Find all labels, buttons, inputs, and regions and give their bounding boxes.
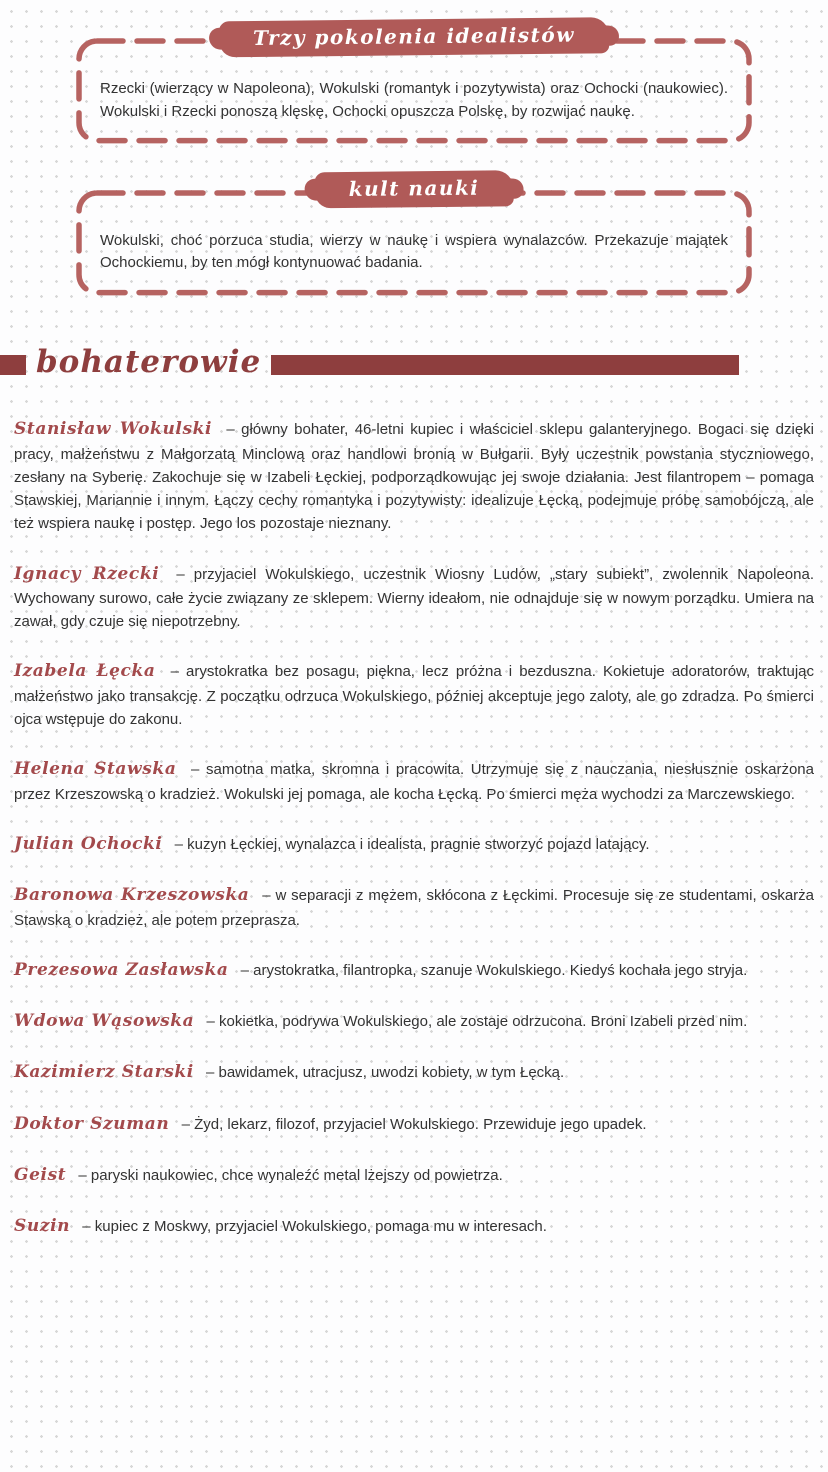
character-description: – samotna matka, skromna i pracowita. Utrzymuje się z nauczania, niesłusznie oskarżona przez Krzeszowską o kradzież. Wokulski jej pomaga, ale kocha Łęcką. Po śmierci męża wychodzi za Marczewskiego. [14, 761, 814, 803]
character-entry [14, 1111, 814, 1137]
character-description: – główny bohater, 46-letni kupiec i właściciel sklepu galanteryjnego. Bogaci się dzięki pracy, małżeństwu z Małgorzatą Minclową oraz handlowi bronią w Bułgarii. Były uczestnik powstania styczniowego, zesłany na Syberię. Zakochuje się w Izabeli Łęckiej, podporządkowując jej swoje działania. Jest filantropem – pomaga Stawskiej, Mariannie i innym. Łączy cechy romantyka i pozytywisty: idealizuje Łęcką, podejmuje próbę samobójczą, ale też wspiera naukę i postęp. Jego los pozostaje nieznany. [14, 421, 814, 533]
character-entry [14, 831, 814, 857]
character-entry [14, 658, 814, 731]
character-name: Stanisław Wokulski [14, 419, 213, 440]
character-name: Geist [14, 1165, 67, 1186]
character-entry [14, 1008, 814, 1034]
character-name: Prezesowa Zasławska [14, 959, 229, 980]
character-description: – arystokratka, filantropka, szanuje Wokulskiego. Kiedyś kochała jego stryja. [240, 961, 748, 979]
character-entry [14, 561, 814, 634]
character-description: – arystokratka bez posagu, piękna, lecz próżna i bezduszna. Kokietuje adoratorów, traktując małżeństwo jako transakcję. Z początku odrzuca Wokulskiego, później akceptuje jego zaloty, ale go zdradza. Po śmierci ojca wstępuje do zakonu. [14, 663, 815, 728]
character-name: Baronowa Krzeszowska [14, 885, 250, 906]
character-entry [14, 416, 814, 535]
character-name: Doktor Szuman [14, 1113, 170, 1134]
box-title: kult nauki [348, 175, 480, 201]
character-name: Kazimierz Starski [14, 1062, 194, 1083]
character-description: – kuzyn Łęckiej, wynalazca i idealista, pragnie stworzyć pojazd latający. [174, 835, 650, 853]
character-entry [14, 957, 814, 983]
character-description: – Żyd, lekarz, filozof, przyjaciel Wokulskiego. Przewiduje jego upadek. [181, 1115, 647, 1133]
character-name: Ignacy Rzecki [14, 563, 160, 584]
character-entry [14, 1059, 814, 1085]
character-description: – w separacji z mężem, skłócona z Łęckimi. Procesuje się ze studentami, oskarża Stawską o kradzież, ale potem przeprasza. [14, 887, 815, 929]
character-name: Suzin [14, 1216, 71, 1237]
character-name: Wdowa Wąsowska [14, 1011, 195, 1032]
characters-list [0, 416, 828, 1240]
character-description: – kupiec z Moskwy, przyjaciel Wokulskiego, pomaga mu w interesach. [82, 1218, 547, 1236]
note-box-kult-nauki [76, 175, 752, 296]
character-description: – kokietka, podrywa Wokulskiego, ale zostaje odrzucona. Broni Izabeli przed nim. [206, 1013, 748, 1031]
brush-title-banner [314, 170, 513, 208]
character-name: Helena Stawska [14, 759, 177, 780]
character-description: – paryski naukowiec, chce wynaleźć metal lżejszy od powietrza. [78, 1167, 503, 1185]
character-name: Julian Ochocki [14, 833, 163, 854]
header-bar-right [271, 355, 739, 375]
section-title: bohaterowie [36, 344, 262, 381]
header-bar-left [0, 355, 26, 375]
character-description: – bawidamek, utracjusz, uwodzi kobiety, w tym Łęcką. [205, 1064, 565, 1082]
box-title: Trzy pokolenia idealistów [252, 22, 576, 50]
character-entry [14, 756, 814, 806]
brush-title-banner [219, 17, 609, 57]
section-header-bohaterowie [0, 344, 828, 381]
box-body: Rzecki (wierzący w Napoleona), Wokulski (romantyk i pozytywista) oraz Ochocki (naukowiec). Wokulski i Rzecki ponoszą klęskę, Ochocki opuszcza Polskę, by rozwijać naukę. [100, 80, 728, 120]
character-entry [14, 1213, 814, 1239]
character-entry [14, 1162, 814, 1188]
character-name: Izabela Łęcka [14, 661, 156, 682]
note-box-trzy-pokolenia [76, 22, 752, 144]
character-entry [14, 882, 814, 932]
box-body: Wokulski, choć porzuca studia, wierzy w naukę i wspiera wynalazców. Przekazuje majątek Ochockiemu, by ten mógł kontynuować badania. [100, 231, 728, 272]
character-description: – przyjaciel Wokulskiego, uczestnik Wiosny Ludów, „stary subiekt”, zwolennik Napoleona. Wychowany surowo, całe życie związany ze sklepem. Wierny ideałom, nie odnajduje się w nowym porządku. Umiera na zawał, gdy czuje się niepotrzebny. [14, 565, 814, 631]
